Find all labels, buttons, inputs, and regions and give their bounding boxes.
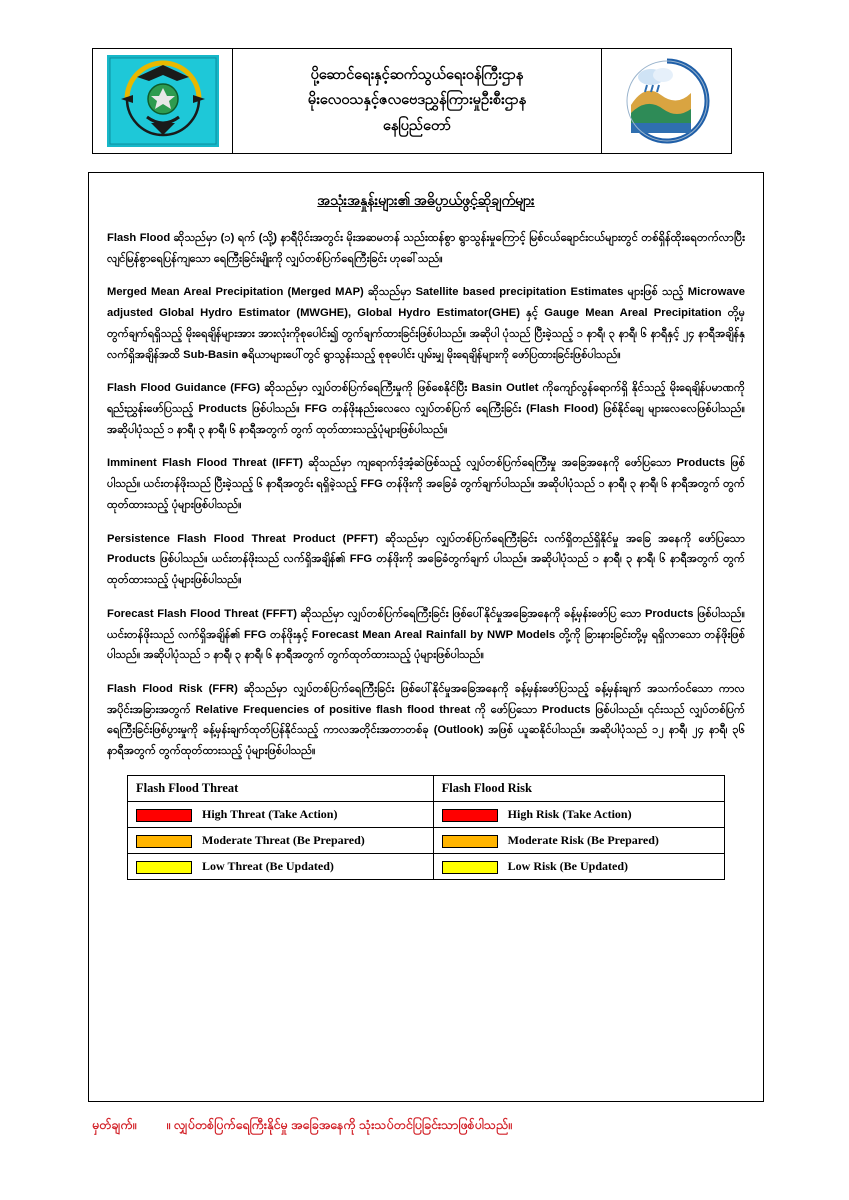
table-row bbox=[128, 853, 725, 879]
paragraph-flash-flood: Flash Flood ဆိုသည်မှာ (၁) ရက် (သို့) နာရီပိုင်းအတွင်း မိုးအဆမတန် သည်းထန်စွာ ရွာသွန်းမှုကြောင့် မြစ်ငယ်ချောင်းငယ်များတွင် တစ်ရှိန်ထိုးရေတက်လာပြီး လျင်မြန်စွာရေပြန်ကျသော ရေကြီးခြင်းမျိုးကို လျှပ်တစ်ပြက်ရေကြီးခြင်း ဟုခေါ်သည်။ bbox=[107, 232, 745, 265]
footer-text: ။ လျှပ်တစ်ပြက်ရေကြီးနိုင်မှု အခြေအနေကို သုံးသပ်တင်ပြခြင်းသာဖြစ်ပါသည်။ bbox=[166, 1118, 512, 1132]
header-title-line-2: မိုးလေဝသနှင့်ဇလဗေဒညွှန်ကြားမှုဦးစီးဌာန bbox=[307, 92, 527, 109]
myanmar-government-seal-icon bbox=[107, 55, 219, 147]
legend-cell-threat-low bbox=[128, 853, 434, 879]
paragraph-merged-map: Merged Mean Areal Precipitation (Merged MAP) ဆိုသည်မှာ Satellite based precipitation Estimates များဖြစ် သည့် Microwave adjusted Global Hydro Estimator (MWGHE), Global Hydro Estimator(GHE) နှင့် Gauge Mean Areal Precipitation တို့မှ တွက်ချက်ရရှိသည့် မိုးရေချိန်များအား အားလုံးကိုစုပေါင်း၍ တွက်ချက်ထားခြင်းဖြစ်ပါသည်။ အဆိုပါ ပုံသည် ပြီးခဲ့သည့် ၁ နာရီ၊ ၃ နာရီ၊ ၆ နာရီနှင့် ၂၄ နာရီအချိန်နှ လက်ရှိအချိန်အထိ Sub-Basin ဇရိယာများပေါ်တွင် ရွာသွန်းသည့် စုစုပေါင်း ပျမ်းမျှ မိုးရေချိန်များကို ဖော်ပြထားခြင်းဖြစ်ပါသည်။ bbox=[107, 286, 745, 361]
page-title: အသုံးအနှုန်းများ၏ အဓိပ္ပာယ်ဖွင့်ဆိုချက်များ bbox=[317, 192, 535, 208]
header-right-logo-cell bbox=[601, 49, 731, 153]
header-title-line-1: ပို့ဆောင်ရေးနှင့်ဆက်သွယ်ရေးဝန်ကြီးဌာန bbox=[310, 66, 524, 83]
color-swatch-high-risk bbox=[442, 809, 498, 822]
dmh-hydrology-emblem-icon bbox=[613, 55, 721, 147]
legend-cell-risk-low bbox=[433, 853, 724, 879]
table-row bbox=[128, 801, 725, 827]
legend-cell-risk-high bbox=[433, 801, 724, 827]
legend-col-risk: Flash Flood Risk bbox=[433, 775, 724, 801]
paragraph-ffft: Forecast Flash Flood Threat (FFFT) ဆိုသည်မှာ လျှပ်တစ်ပြက်ရေကြီးခြင်း ဖြစ်ပေါ်နိုင်မှုအခြေအနေကို ခန့်မှန်းဖော်ပြ သော Products ဖြစ်ပါသည်။ ယင်းတန်ဖိုးသည် လက်ရှိအချိန်၏ FFG တန်ဖိုးနှင့် Forecast Mean Areal Rainfall by NWP Models တို့ကို ခြားနားခြင်းတို့မှ ရရှိလာသော တန်ဖိုးဖြစ်ပါသည်။ အဆိုပါပုံသည် ၁ နာရီ၊ ၃ နာရီ၊ ၆ နာရီအတွက် တွက်ထုတ်ထားသည့် ပုံများဖြစ်ပါသည်။ bbox=[107, 607, 745, 662]
paragraph-ffg: Flash Flood Guidance (FFG) ဆိုသည်မှာ လျှပ်တစ်ပြက်ရေကြီးမှုကို ဖြစ်စေနိုင်ပြီး Basin Outlet ကိုကျော်လွန်ရောက်ရှိ နိုင်သည့် မိုးရေချိန်ပမာဏကို ရည်းညွှန်းဖော်ပြသည့် Products ဖြစ်ပါသည်။ FFG တန်ဖိုးနည်းလေလေ လျှပ်တစ်ပြက် ရေကြီးခြင်း (Flash Flood) ဖြစ်နိုင်ချေ များလေလေဖြစ်ပါသည်။ အဆိုပါပုံသည် ၁ နာရီ၊ ၃ နာရီ၊ ၆ နာရီအတွက် တွက် ထုတ်ထားသည့်ပုံများဖြစ်ပါသည်။ bbox=[107, 382, 745, 436]
legend-cell-risk-moderate bbox=[433, 827, 724, 853]
footer-label: မှတ်ချက်။ bbox=[92, 1118, 137, 1132]
legend-label-high-threat: High Threat (Take Action) bbox=[202, 806, 338, 821]
legend-label-moderate-risk: Moderate Risk (Be Prepared) bbox=[507, 832, 659, 847]
legend-label-high-risk: High Risk (Take Action) bbox=[507, 806, 632, 821]
document-header bbox=[92, 48, 732, 154]
paragraph-ifft: Imminent Flash Flood Threat (IFFT) ဆိုသည်မှာ ကျရောက်ဒံ့အံ့ဆဲဖြစ်သည့် လျှပ်တစ်ပြက်ရေကြီးမှု အခြေအနေကို ဖော်ပြသော Products ဖြစ်ပါသည်။ ယင်းတန်ဖိုးသည် ပြီးခဲ့သည့် ၆ နာရီအတွင်း ရရှိခဲ့သည့် FFG တန်ဖိုးကို အခြေခံ တွက်ချက်ပါသည်။ အဆိုပါပုံသည် ၁ နာရီ၊ ၃ နာရီ၊ ၆ နာရီအတွက် တွက်ထုတ်ထားသည့် ပုံများဖြစ်ပါသည်။ bbox=[107, 457, 745, 511]
document-body bbox=[88, 172, 764, 1102]
legend-label-low-threat: Low Threat (Be Updated) bbox=[202, 858, 334, 873]
table-row bbox=[128, 827, 725, 853]
legend-header-row bbox=[128, 775, 725, 801]
legend-cell-threat-moderate bbox=[128, 827, 434, 853]
legend-label-low-risk: Low Risk (Be Updated) bbox=[507, 858, 629, 873]
legend-cell-threat-high bbox=[128, 801, 434, 827]
legend-label-moderate-threat: Moderate Threat (Be Prepared) bbox=[202, 832, 365, 847]
color-swatch-high-threat bbox=[136, 809, 192, 822]
legend-table bbox=[127, 775, 725, 880]
header-title-cell bbox=[233, 49, 601, 153]
color-swatch-low-risk bbox=[442, 861, 498, 874]
legend-col-threat: Flash Flood Threat bbox=[128, 775, 434, 801]
color-swatch-moderate-threat bbox=[136, 835, 192, 848]
paragraph-ffr: Flash Flood Risk (FFR) ဆိုသည်မှာ လျှပ်တစ်ပြက်ရေကြီးခြင်း ဖြစ်ပေါ်နိုင်မှုအခြေအနေကို ခန့်မှန်းဖော်ပြသည့် ခန့်မှန်းချက် အသက်ဝင်သော ကာလအပိုင်းအခြားအတွက် Relative Frequencies of positive flash flood threat ကို ဖော်ပြသော Products ဖြစ်ပါသည်။ ၎င်းသည် လျှပ်တစ်ပြက်ရေကြီးခြင်းဖြစ်ပွားမှုကို ခန့်မှန်းချက်ထုတ်ပြန်နိုင်သည့် ကာလအတိုင်းအတာတစ်ခု (Outlook) အဖြစ် ယူဆနိုင်ပါသည်။ အဆိုပါပုံသည် ၁၂ နာရီ၊ ၂၄ နာရီ၊ ၃၆ နာရီအတွက် တွက်ထုတ်ထားသည့် ပုံများဖြစ်ပါသည်။ bbox=[107, 682, 745, 758]
paragraph-pfft: Persistence Flash Flood Threat Product (PFFT) ဆိုသည်မှာ လျှပ်တစ်ပြက်ရေကြီးခြင်း လက်ရှိတည်ရှိနိုင်မှု အခြေ အနေကို ဖော်ပြသော Products ဖြစ်ပါသည်။ ယင်းတန်ဖိုးသည် လက်ရှိအချိန်၏ FFG တန်ဖိုးကို အခြေခံတွက်ချက် ပါသည်။ အဆိုပါပုံသည် ၁ နာရီ၊ ၃ နာရီ၊ ၆ နာရီအတွက် တွက်ထုတ်ထားသည့် ပုံများဖြစ်ပါသည်။ bbox=[107, 532, 745, 587]
footer-note bbox=[92, 1118, 768, 1136]
header-title-line-3: နေပြည်တော် bbox=[382, 117, 452, 134]
color-swatch-moderate-risk bbox=[442, 835, 498, 848]
header-left-logo-cell bbox=[93, 49, 233, 153]
color-swatch-low-threat bbox=[136, 861, 192, 874]
